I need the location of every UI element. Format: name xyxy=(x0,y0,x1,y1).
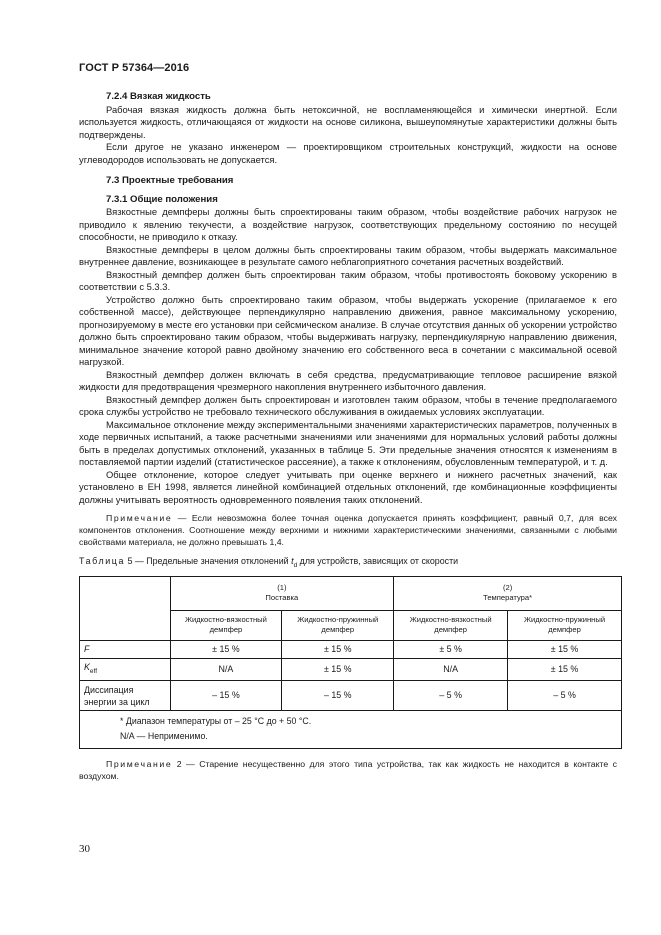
sub-header: Жидкостно-пружинный демпфер xyxy=(508,610,622,640)
paragraph: Общее отклонение, которое следует учитывать при оценке верхнего и нижнего расчетных значений, как установлено в ЕН 1998, является линейной комбинацией отдельных отклонений, где комбинационные коэффициенты должны учитывать вероятность одновременного появления таких отклонений. xyxy=(79,468,617,505)
table-corner-cell xyxy=(80,576,171,640)
note-text: — Если невозможна более точная оценка допускается принять коэффициент, равный 0,7, для всех компонентов отклонения. Соотношение между верхними и нижними характеристическими значениями, связанными с любыми свойствами материала, не должно превышать 1,4. xyxy=(79,513,617,547)
note-1 xyxy=(79,512,617,548)
group-header-supply: (1) Поставка xyxy=(170,576,394,610)
paragraph: Устройство должно быть спроектировано таким образом, чтобы выдержать ускорение (прилагаемое к его собственной массе), действующее перпендикулярно направлению движения, равное максимальному ускорению, прогнозируемому в месте его установки при сейсмическом анализе. В случае отсутствия данных об ускорении устройство должно быть спроектировано таким образом, чтобы выдерживать нагрузку, перпендикулярную направлению движения, минимальное значение которой равно двойному значению его собственного веса в сочетании с максимальной осевой нагрузкой. xyxy=(79,293,617,367)
table-cell: – 5 % xyxy=(394,681,508,711)
table-footnotes xyxy=(80,711,622,749)
table-cell: N/A xyxy=(170,658,282,680)
note-label: Примечание xyxy=(106,513,173,523)
row-label: F xyxy=(80,640,171,658)
footnote: * Диапазон температуры от – 25 °С до + 50 °С. xyxy=(120,716,312,727)
table-caption-text: 5 — Предельные значения отклонений xyxy=(125,556,292,566)
table-cell: – 5 % xyxy=(508,681,622,711)
document-header: ГОСТ Р 57364—2016 xyxy=(79,62,190,74)
table-cell: N/A xyxy=(394,658,508,680)
note-label: Примечание xyxy=(106,759,173,770)
table-caption-label: Таблица xyxy=(79,556,125,566)
paragraph: Вязкостные демпферы должны быть спроектированы таким образом, чтобы воздействие рабочих нагрузок не приводило к явлению текучести, а воздействие нагрузок, соответствующих предельному состоянию по несущей способности, не приводило к отказу. xyxy=(79,206,617,242)
note-2 xyxy=(79,758,617,782)
table-cell: ± 15 % xyxy=(282,640,394,658)
sub-header: Жидкостно-вязкостный демпфер xyxy=(170,610,282,640)
paragraph: Вязкостный демпфер должен быть спроектирован таким образом, чтобы противостоять боковому ускорению в соответствии с 5.3.3. xyxy=(79,268,617,292)
table-caption-tail: для устройств, зависящих от скорости xyxy=(297,556,459,566)
table-row xyxy=(80,658,622,680)
table-cell: ± 5 % xyxy=(394,640,508,658)
page-number: 30 xyxy=(79,843,90,855)
table-cell: – 15 % xyxy=(170,681,282,711)
paragraph: Максимальное отклонение между экспериментальными значениями характеристических параметров, полученных в ходе первичных испытаний, а также расчетными значениями или значениями для нормальных условий работы должны быть в пределах допустимых отклонений, указанных в таблице 5. Эти предельные значения относятся к изменениям в поставляемой партии изделий (статистическое рассеяние), а также к отклонениям, обусловленным температурой, и т. д. xyxy=(79,418,617,467)
row-label: Диссипация энергии за цикл xyxy=(80,681,171,711)
page-content xyxy=(79,91,617,782)
paragraph: Вязкостный демпфер должен быть спроектирован и изготовлен таким образом, чтобы в течение предполагаемого срока службы устройство не требовало технического обслуживания в ожидаемых условиях эксплуатации. xyxy=(79,393,617,417)
tolerance-table xyxy=(79,576,622,749)
table-caption xyxy=(79,555,617,572)
paragraph: Вязкостные демпферы в целом должны быть спроектированы таким образом, чтобы выдержать максимальное внутреннее давление, возникающее в результате самого неблагоприятного сочетания расчетных воздействий. xyxy=(79,243,617,267)
paragraph: Рабочая вязкая жидкость должна быть нетоксичной, не воспламеняющейся и химически инертной. Если используется жидкость, отличающаяся от жидкости на основе силикона, вышеупомянутые характеристики должны быть подтверждены. xyxy=(79,103,617,140)
table-row xyxy=(80,640,622,658)
group-header-temperature: (2) Температура* xyxy=(394,576,622,610)
table-cell: ± 15 % xyxy=(282,658,394,680)
section-title-7-3-1: 7.3.1 Общие положения xyxy=(106,193,218,205)
table-row xyxy=(80,681,622,711)
table-cell: – 15 % xyxy=(282,681,394,711)
section-title-7-2-4: 7.2.4 Вязкая жидкость xyxy=(106,91,211,102)
table-caption-symbol: t xyxy=(291,556,294,566)
sub-header: Жидкостно-вязкостный демпфер xyxy=(394,610,508,640)
note-text: 2 — Старение несущественно для этого типа устройства, так как жидкость не находится в контакте с воздухом. xyxy=(79,759,617,782)
paragraph: Если другое не указано инженером — проектировщиком строительных конструкций, жидкости на основе углеводородов использовать не допускается. xyxy=(79,141,617,165)
row-label: $K_{eff}$ xyxy=(80,658,171,680)
paragraph: Вязкостный демпфер должен включать в себя средства, предусматривающие тепловое расширение вязкой жидкости для предотвращения чрезмерного накопления внутреннего избыточного давления. xyxy=(79,368,617,392)
table-caption-symbol-sub: d xyxy=(293,561,298,569)
table-cell: ± 15 % xyxy=(508,658,622,680)
table-cell: ± 15 % xyxy=(508,640,622,658)
footnote: N/A — Неприменимо. xyxy=(120,731,208,742)
table-cell: ± 15 % xyxy=(170,640,282,658)
section-title-7-3: 7.3 Проектные требования xyxy=(106,175,234,186)
sub-header: Жидкостно-пружинный демпфер xyxy=(282,610,394,640)
